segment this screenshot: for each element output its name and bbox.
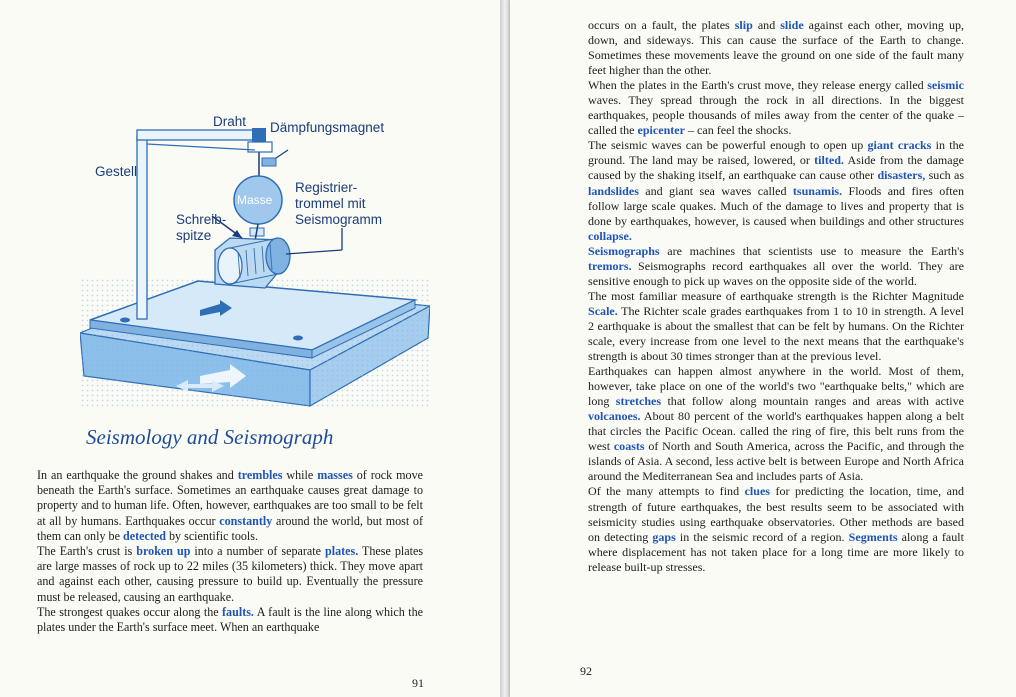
paragraph (588, 138, 964, 243)
paragraph (588, 484, 964, 574)
highlighted-term: trembles (237, 468, 283, 482)
text-run: In an earthquake the ground shakes and (37, 468, 238, 482)
label-draht: Draht (213, 114, 247, 129)
text-run: A fault is the line along which the plates under the Earth's surface meet. When an earthquake (37, 604, 423, 635)
paragraph (37, 605, 423, 635)
paragraph (588, 78, 964, 138)
highlighted-term: broken up (136, 544, 191, 559)
highlighted-term: tremors. (588, 258, 632, 273)
highlighted-term: detected (122, 528, 166, 543)
highlighted-term: tsunamis. (792, 183, 843, 198)
page-number-right: 92 (580, 664, 592, 678)
text-run: The Richter scale grades earthquakes from 1 to 10 in strength. A level 2 earthquake is about the smallest that can be felt by humans. On the Richter scale, every increase from one level to the next means that the earthquake's strength is about 30 times stronger than at the previous level. (588, 303, 964, 364)
paragraph (37, 544, 423, 605)
text-run: The seismic waves can be powerful enough to open up (588, 138, 868, 153)
paragraph (588, 18, 964, 78)
text-run: Of the many attempts to find (588, 484, 745, 499)
paragraph (588, 289, 964, 364)
highlighted-term: Seismographs (588, 243, 660, 258)
right-body-text (588, 18, 964, 575)
text-run: When the plates in the Earth's crust move, they release energy called (588, 78, 928, 93)
label-gestell: Gestell (95, 164, 138, 179)
highlighted-term: coasts (613, 439, 645, 454)
highlighted-term: plates. (324, 544, 359, 559)
highlighted-term: clues (744, 484, 770, 499)
text-run: and (752, 18, 781, 32)
text-run: Aside from the damage caused by the shaking itself, an earthquake can cause other (588, 153, 964, 183)
right-page (510, 0, 1016, 697)
text-run: into a number of separate (190, 544, 325, 559)
text-run: such as (925, 168, 965, 183)
highlighted-term: giant cracks (867, 138, 932, 153)
text-run: waves. They spread through the rock in all directions. In the biggest earthquakes, people thousands of miles away from the center of the quake – called the (588, 93, 964, 138)
paragraph (588, 364, 964, 484)
label-registrier-1: Registrier- (295, 180, 358, 195)
chapter-title: Seismology and Seismograph (86, 425, 334, 449)
paragraph (37, 468, 423, 544)
book-gutter (500, 0, 510, 697)
label-registrier-2: trommel mit (295, 196, 366, 211)
highlighted-term: gaps (652, 529, 676, 544)
highlighted-term: Scale. (588, 303, 618, 318)
text-run: Earthquakes can happen almost anywhere in the world. Most of them, however, take place on one of the world's two "earthquake belts," which are long (588, 364, 964, 409)
highlighted-term: Segments (848, 529, 898, 544)
text-run: along a fault where displacement has not taken place for a long time are more likely to release built-up stresses. (588, 529, 964, 574)
text-run: while (282, 468, 318, 482)
paragraph (588, 244, 964, 289)
highlighted-term: epicenter (637, 123, 685, 138)
highlighted-term: disasters, (877, 168, 926, 183)
text-run: These plates are large masses of rock up to 22 miles (35 kilometers) thick. They move apart and against each other, causing pressure to build up. Eventually the pressure must be released, causing an earthquake. (37, 544, 424, 604)
text-run: Seismographs record earthquakes all over the world. They are sensitive enough to pick up waves on the opposite side of the world. (588, 258, 964, 288)
text-run: against each other, moving up, down, and sideways. This can cause the surface of the Earth to change. Sometimes these movements leave the ground on one side of the fault many feet higher than the other. (588, 18, 965, 78)
text-run: by scientific tools. (165, 528, 259, 543)
highlighted-term: faults. (222, 604, 254, 619)
label-schreib-2: spitze (176, 228, 212, 243)
text-run: occurs on a fault, the plates (588, 18, 735, 32)
text-run: of North and South America, across the Pacific, and through the islands of Asia. A second, less active belt is between Europe and North Africa around the Mediterranean Sea and includes parts of Asia. (588, 439, 964, 484)
highlighted-term: seismic (927, 78, 964, 93)
highlighted-term: slide (780, 18, 804, 32)
text-run: The strongest quakes occur along the (37, 604, 223, 619)
text-run: of rock move beneath the Earth's surface. Sometimes an earthquake causes great damage to property and to human life. Often, however, earthquakes are too small to be felt at all by humans. Earthquakes occur (37, 468, 423, 528)
label-masse: Masse (237, 193, 273, 207)
left-body-text (37, 468, 423, 635)
highlighted-term: tilted. (814, 153, 844, 168)
text-run: are machines that scientists use to measure the Earth's (659, 243, 964, 258)
text-run: in the ground. The land may be raised, lowered, or (588, 138, 964, 168)
highlighted-term: slip (734, 18, 753, 32)
highlighted-term: collapse. (588, 228, 632, 243)
text-run: and giant sea waves called (638, 183, 793, 198)
text-run: The Earth's crust is (37, 544, 137, 559)
highlighted-term: masses (317, 468, 353, 482)
highlighted-term: landslides (588, 183, 639, 198)
text-run: that follow along mountain ranges and areas with active (661, 394, 964, 409)
text-run: around the world, but most of them can only be (37, 513, 423, 543)
text-run: in the seismic record of a region. (675, 529, 849, 544)
highlighted-term: constantly (219, 513, 273, 528)
text-run: Floods and fires often follow large scale quakes. Much of the damage to lives and property that is done by earthquakes, however, is caused when buildings and other structures (588, 183, 964, 228)
left-page (0, 0, 500, 697)
text-run: for predicting the location, time, and strength of future earthquakes, the best results seem to be associated with seismicity studies using earthquake observatories. Other methods are based on detecting (588, 484, 965, 544)
highlighted-term: stretches (615, 394, 662, 409)
seismograph-illustration (80, 88, 430, 418)
text-run: About 80 percent of the world's earthquakes happen along a belt that circles the Pacific Ocean. called the ring of fire, this belt runs from the west (588, 409, 964, 454)
label-schreib-1: Schreib- (176, 212, 227, 227)
page-number-left: 91 (412, 676, 424, 690)
text-run: The most familiar measure of earthquake strength is the Richter Magnitude (588, 288, 964, 303)
label-daempfungsmagnet: Dämpfungsmagnet (270, 120, 385, 135)
label-registrier-3: Seismogramm (295, 212, 383, 227)
highlighted-term: volcanoes. (588, 409, 641, 424)
text-run: – can feel the shocks. (685, 123, 792, 138)
